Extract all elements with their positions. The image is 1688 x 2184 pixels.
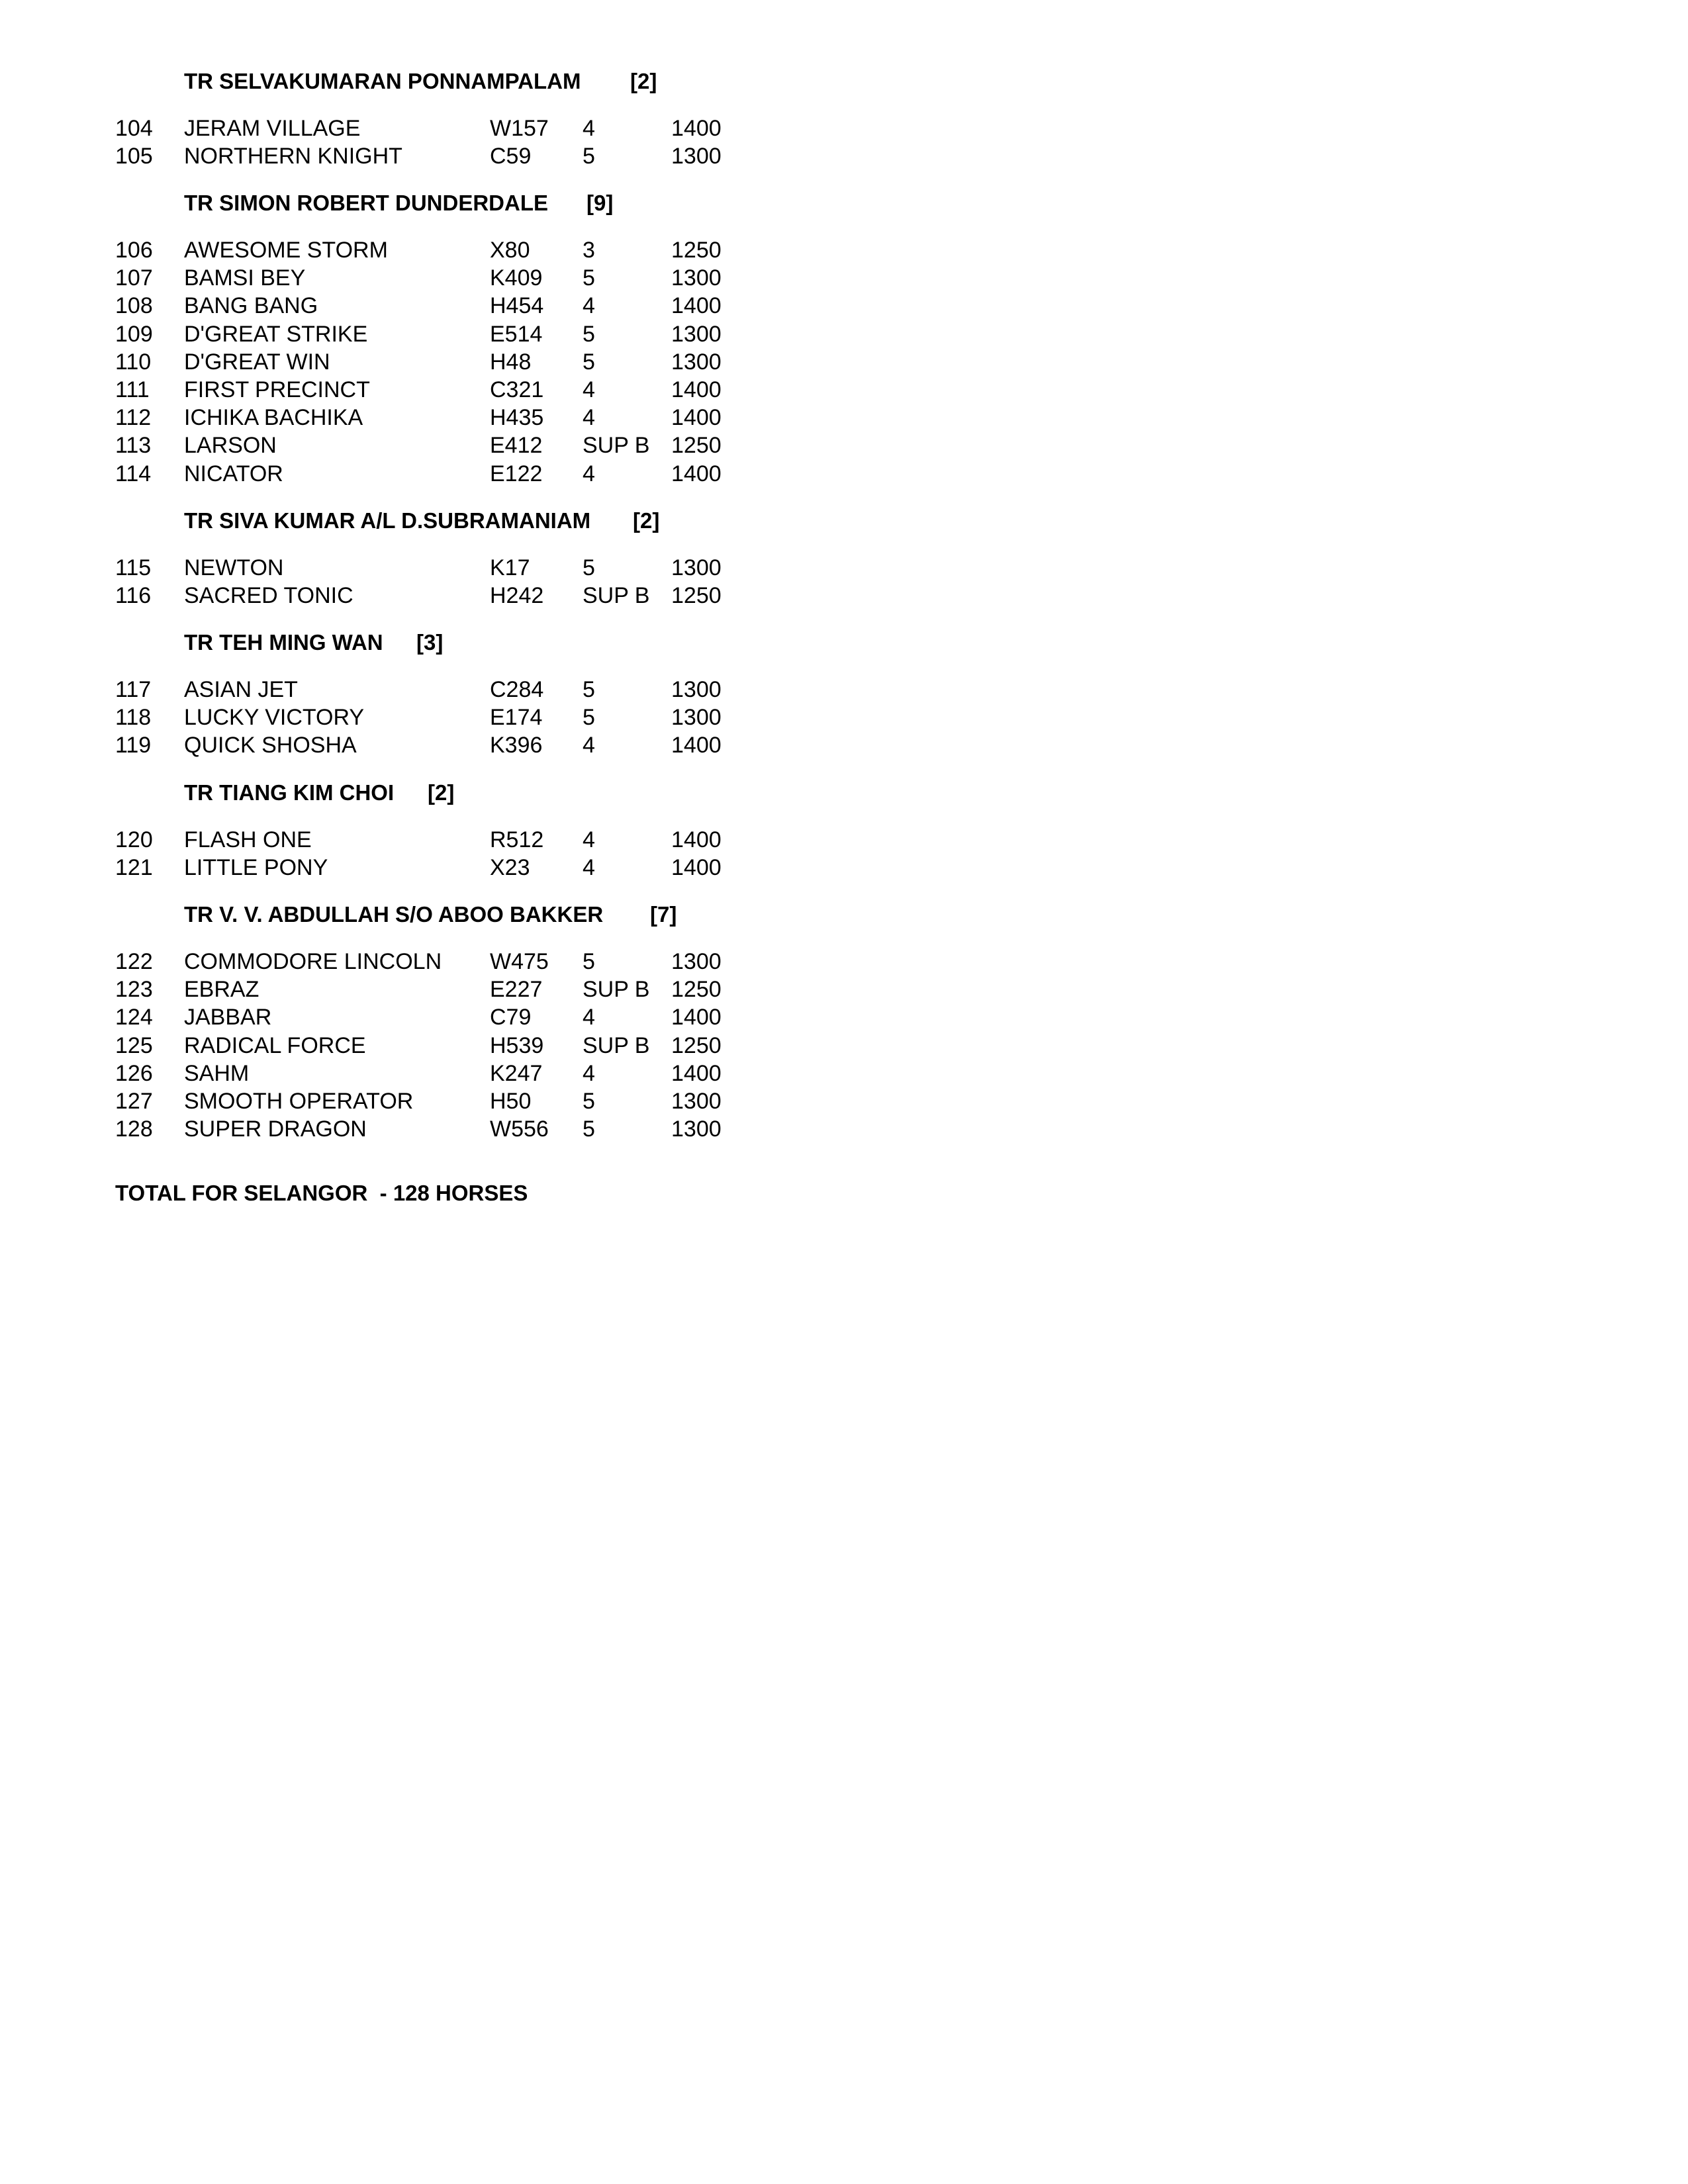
horse-brand: W157 [490, 116, 549, 141]
horse-number: 120 [115, 827, 153, 852]
horse-number: 119 [115, 733, 152, 758]
horse-name: D'GREAT STRIKE [184, 321, 368, 347]
horse-brand: C321 [490, 377, 544, 402]
horse-row [0, 731, 794, 759]
horse-class: SUP B [583, 977, 650, 1003]
horse-class: 5 [583, 144, 595, 169]
horse-weight: 1250 [671, 977, 722, 1003]
horse-class: 5 [583, 265, 595, 291]
horse-class: 4 [583, 377, 595, 402]
horse-class: 4 [583, 461, 595, 486]
trainer-horse-count: [2] [428, 780, 455, 805]
horse-name: AWESOME STORM [184, 238, 388, 263]
horse-weight: 1400 [671, 405, 722, 431]
horse-weight: 1300 [671, 265, 722, 291]
horse-weight: 1400 [671, 855, 722, 881]
horse-row [0, 142, 794, 170]
horse-row [0, 976, 794, 1003]
horse-name: D'GREAT WIN [184, 349, 330, 375]
horse-name: ASIAN JET [184, 677, 298, 702]
horse-number: 108 [115, 293, 153, 319]
horse-weight: 1300 [671, 349, 722, 375]
horse-row [0, 854, 794, 882]
trainer-name: TR V. V. ABDULLAH S/O ABOO BAKKER [184, 902, 604, 927]
horse-number: 128 [115, 1116, 153, 1142]
horse-weight: 1300 [671, 1116, 722, 1142]
horse-brand: E514 [490, 321, 543, 347]
horse-weight: 1300 [671, 705, 722, 731]
horse-class: 4 [583, 116, 595, 141]
horse-name: JABBAR [184, 1005, 272, 1030]
horse-name: BAMSI BEY [184, 265, 306, 291]
horse-row [0, 114, 794, 142]
horse-number: 113 [115, 433, 152, 459]
trainer-horse-count: [9] [586, 191, 614, 215]
trainer-horse-count: [3] [416, 630, 444, 655]
trainer-name: TR TEH MING WAN [184, 630, 383, 655]
horse-row [0, 292, 794, 320]
horse-number: 116 [115, 583, 152, 609]
horse-number: 111 [115, 377, 150, 402]
horse-name: RADICAL FORCE [184, 1032, 366, 1058]
horse-weight: 1250 [671, 238, 722, 263]
horse-class: SUP B [583, 433, 650, 459]
horse-weight: 1400 [671, 1005, 722, 1030]
horse-brand: X23 [490, 855, 530, 881]
horse-number: 106 [115, 238, 153, 263]
horse-weight: 1400 [671, 733, 722, 758]
horse-brand: K409 [490, 265, 543, 291]
horse-name: SACRED TONIC [184, 583, 353, 609]
horse-row [0, 1003, 794, 1031]
horse-number: 112 [115, 405, 152, 431]
horse-name: SUPER DRAGON [184, 1116, 367, 1142]
horse-row [0, 236, 794, 264]
horse-brand: H50 [490, 1089, 532, 1114]
horse-class: 5 [583, 705, 595, 731]
horse-weight: 1400 [671, 827, 722, 852]
trainer-horse-count: [2] [630, 69, 657, 93]
horse-brand: W556 [490, 1116, 549, 1142]
horse-brand: C79 [490, 1005, 532, 1030]
horse-name: NEWTON [184, 555, 284, 580]
horse-row [0, 554, 794, 582]
horse-brand: H435 [490, 405, 544, 431]
horse-brand: E412 [490, 433, 543, 459]
trainer-name: TR SELVAKUMARAN PONNAMPALAM [184, 69, 581, 93]
horse-row [0, 376, 794, 404]
horse-brand: H48 [490, 349, 532, 375]
horse-number: 104 [115, 116, 153, 141]
horse-row [0, 1115, 794, 1143]
horse-brand: C284 [490, 677, 544, 702]
horse-name: NORTHERN KNIGHT [184, 144, 402, 169]
horse-name: BANG BANG [184, 293, 318, 319]
horse-class: 4 [583, 405, 595, 431]
horse-name: JERAM VILLAGE [184, 116, 361, 141]
horse-class: 4 [583, 827, 595, 852]
horse-row [0, 264, 794, 292]
horse-class: 5 [583, 1116, 595, 1142]
horse-row [0, 348, 794, 376]
horse-weight: 1300 [671, 1089, 722, 1114]
horse-name: SAHM [184, 1060, 250, 1086]
horse-number: 109 [115, 321, 153, 347]
horse-brand: E122 [490, 461, 543, 486]
horse-weight: 1400 [671, 293, 722, 319]
horse-number: 114 [115, 461, 152, 486]
horse-number: 118 [115, 705, 152, 731]
horse-class: 4 [583, 293, 595, 319]
horse-name: NICATOR [184, 461, 283, 486]
horse-class: 3 [583, 238, 595, 263]
trainer-horse-count: [7] [650, 902, 677, 927]
horse-number: 127 [115, 1089, 153, 1114]
horse-brand: H454 [490, 293, 544, 319]
horse-class: 5 [583, 1089, 595, 1114]
horse-row [0, 582, 794, 610]
horse-name: LITTLE PONY [184, 855, 328, 881]
horse-class: 4 [583, 1060, 595, 1086]
horse-class: 4 [583, 733, 595, 758]
horse-name: ICHIKA BACHIKA [184, 405, 363, 431]
horse-brand: X80 [490, 238, 530, 263]
horse-weight: 1400 [671, 1060, 722, 1086]
horse-brand: E227 [490, 977, 543, 1003]
horse-row [0, 1060, 794, 1087]
horse-number: 105 [115, 144, 153, 169]
horse-row [0, 826, 794, 854]
horse-weight: 1250 [671, 583, 722, 609]
horse-row [0, 1032, 794, 1060]
horse-name: LARSON [184, 433, 277, 459]
horse-name: FLASH ONE [184, 827, 312, 852]
horse-weight: 1250 [671, 433, 722, 459]
horse-name: COMMODORE LINCOLN [184, 949, 442, 974]
horse-brand: C59 [490, 144, 532, 169]
horse-brand: E174 [490, 705, 543, 731]
horse-weight: 1300 [671, 321, 722, 347]
horse-weight: 1300 [671, 555, 722, 580]
horse-class: 5 [583, 349, 595, 375]
horse-number: 107 [115, 265, 153, 291]
horse-class: 4 [583, 1005, 595, 1030]
horse-number: 117 [115, 677, 152, 702]
horse-weight: 1400 [671, 377, 722, 402]
horse-brand: K17 [490, 555, 530, 580]
horse-class: SUP B [583, 583, 650, 609]
horse-row [0, 404, 794, 432]
horse-class: 5 [583, 677, 595, 702]
horse-number: 115 [115, 555, 152, 580]
horse-class: 5 [583, 555, 595, 580]
horse-number: 121 [115, 855, 153, 881]
horse-brand: K247 [490, 1060, 543, 1086]
horse-row [0, 432, 794, 459]
horse-brand: R512 [490, 827, 544, 852]
horse-row [0, 320, 794, 348]
horse-number: 125 [115, 1032, 153, 1058]
horse-class: 5 [583, 949, 595, 974]
horse-name: FIRST PRECINCT [184, 377, 370, 402]
horse-brand: K396 [490, 733, 543, 758]
horse-row [0, 676, 794, 704]
trainer-horse-count: [2] [633, 508, 660, 533]
horse-brand: H242 [490, 583, 544, 609]
horse-row [0, 1087, 794, 1115]
horse-number: 124 [115, 1005, 153, 1030]
horse-name: LUCKY VICTORY [184, 705, 365, 731]
total-summary: TOTAL FOR SELANGOR - 128 HORSES [115, 1181, 528, 1205]
horse-weight: 1300 [671, 677, 722, 702]
horse-name: EBRAZ [184, 977, 259, 1003]
horse-brand: H539 [490, 1032, 544, 1058]
horse-weight: 1400 [671, 116, 722, 141]
horse-weight: 1300 [671, 949, 722, 974]
horse-row [0, 704, 794, 731]
horse-class: 5 [583, 321, 595, 347]
horse-brand: W475 [490, 949, 549, 974]
horse-weight: 1250 [671, 1032, 722, 1058]
trainer-name: TR SIVA KUMAR A/L D.SUBRAMANIAM [184, 508, 591, 533]
horse-name: QUICK SHOSHA [184, 733, 357, 758]
horse-number: 122 [115, 949, 153, 974]
horse-row [0, 948, 794, 976]
horse-class: SUP B [583, 1032, 650, 1058]
horse-weight: 1300 [671, 144, 722, 169]
horse-class: 4 [583, 855, 595, 881]
horse-name: SMOOTH OPERATOR [184, 1089, 414, 1114]
horse-number: 126 [115, 1060, 153, 1086]
trainer-name: TR TIANG KIM CHOI [184, 780, 395, 805]
horse-number: 110 [115, 349, 152, 375]
trainer-name: TR SIMON ROBERT DUNDERDALE [184, 191, 548, 215]
horse-number: 123 [115, 977, 153, 1003]
horse-weight: 1400 [671, 461, 722, 486]
horse-row [0, 460, 794, 488]
